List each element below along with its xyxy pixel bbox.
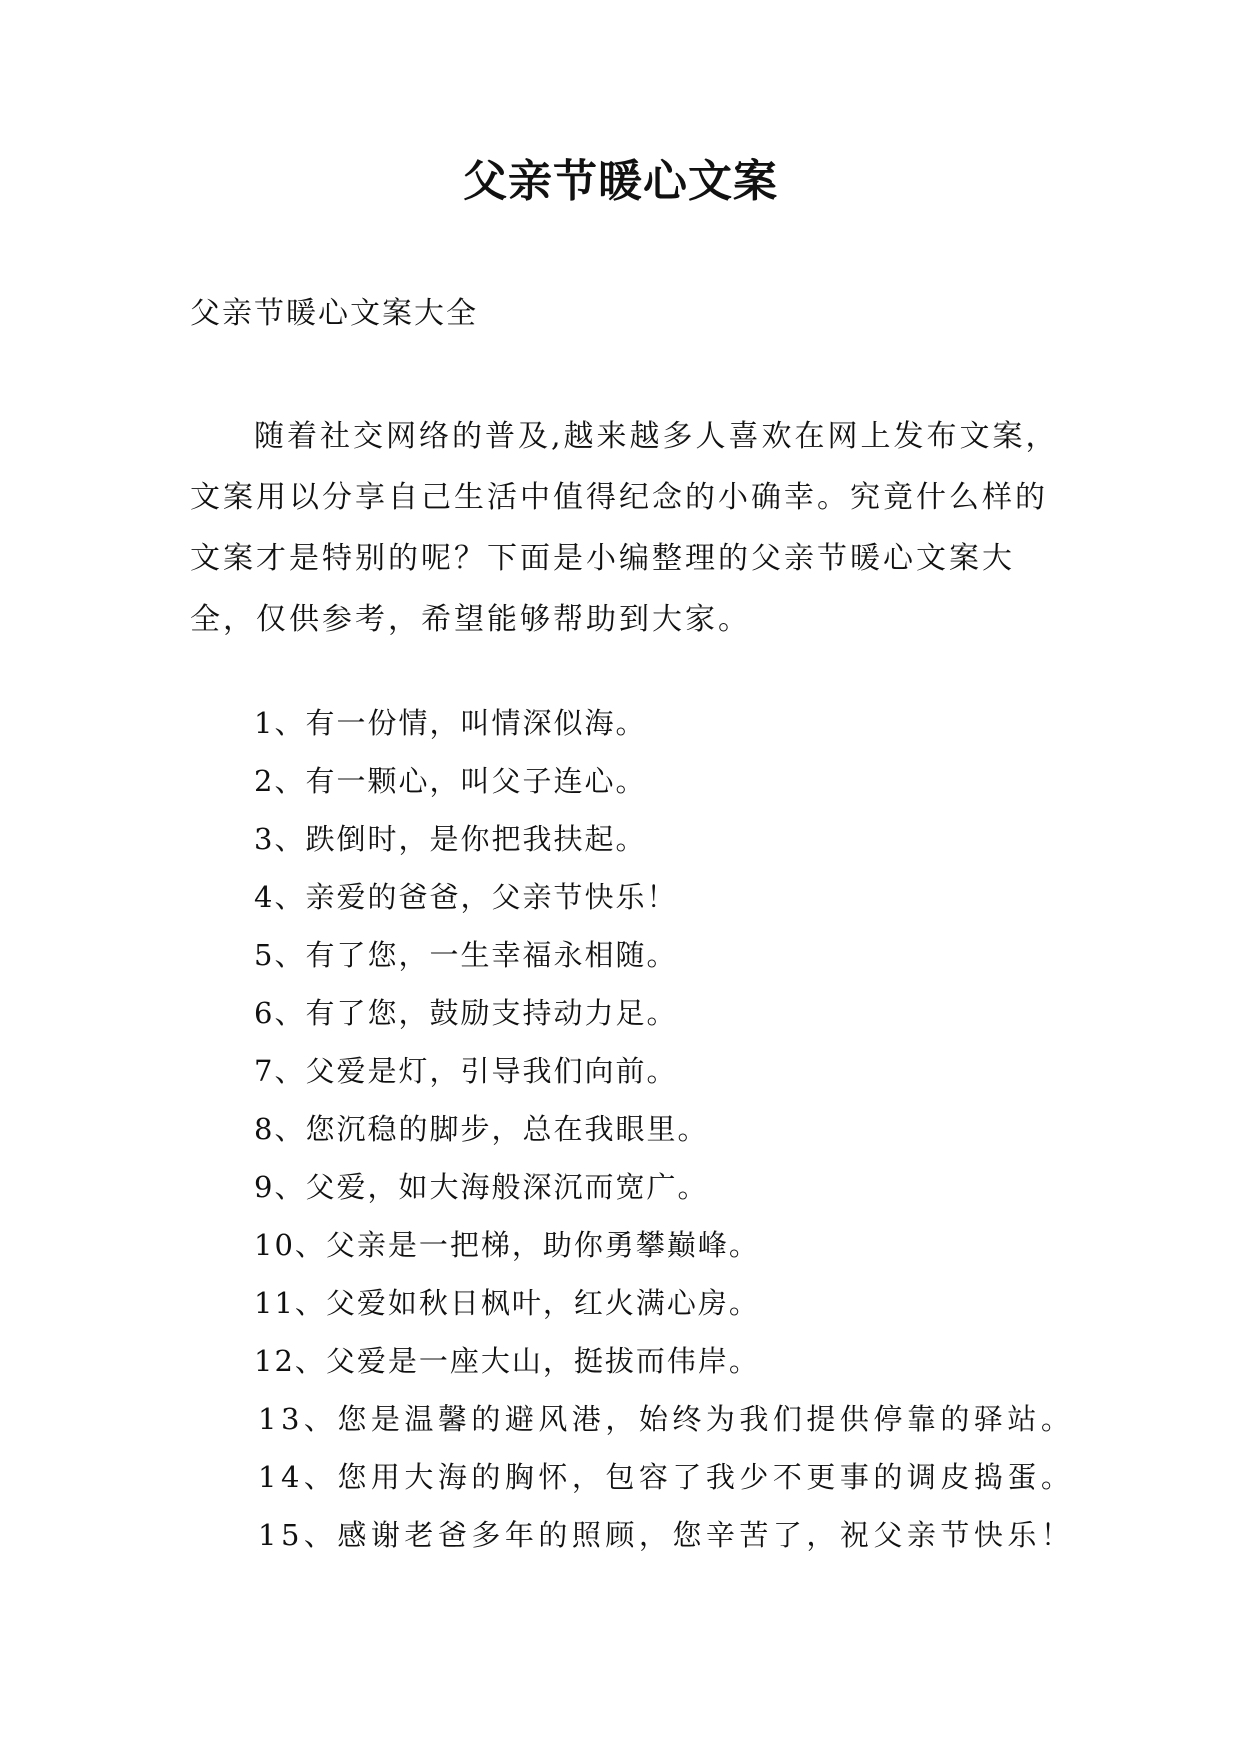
list-item: 14、您用大海的胸怀，包容了我少不更事的调皮捣蛋。 — [258, 1460, 1075, 1494]
list-item: 4、亲爱的爸爸，父亲节快乐！ — [254, 880, 678, 914]
document-subtitle: 父亲节暖心文案大全 — [190, 296, 478, 331]
list-item: 6、有了您，鼓励支持动力足。 — [254, 996, 678, 1030]
list-item: 8、您沉稳的脚步，总在我眼里。 — [254, 1112, 709, 1146]
list-item: 13、您是温馨的避风港，始终为我们提供停靠的驿站。 — [258, 1402, 1075, 1436]
list-item: 12、父爱是一座大山，挺拔而伟岸。 — [254, 1344, 760, 1378]
list-item: 11、父爱如秋日枫叶，红火满心房。 — [254, 1286, 760, 1320]
list-item: 3、跌倒时，是你把我扶起。 — [254, 822, 647, 856]
list-item: 5、有了您，一生幸福永相随。 — [254, 938, 678, 972]
list-item: 9、父爱，如大海般深沉而宽广。 — [254, 1170, 709, 1204]
list-item: 15、感谢老爸多年的照顾，您辛苦了，祝父亲节快乐！ — [258, 1518, 1075, 1552]
page-title: 父亲节暖心文案 — [463, 156, 778, 207]
list-item: 7、父爱是灯，引导我们向前。 — [254, 1054, 678, 1088]
list-item: 1、有一份情，叫情深似海。 — [254, 706, 647, 740]
quote-list — [254, 694, 1154, 1564]
list-item: 10、父亲是一把梯，助你勇攀巅峰。 — [254, 1228, 760, 1262]
list-item: 2、有一颗心，叫父子连心。 — [254, 764, 647, 798]
intro-paragraph: 随着社交网络的普及,越来越多人喜欢在网上发布文案，文案用以分享自己生活中值得纪念的小确幸。究竟什么样的文案才是特别的呢？下面是小编整理的父亲节暖心文案大全，仅供参考，希望能够帮助到大家。 — [190, 419, 1059, 637]
